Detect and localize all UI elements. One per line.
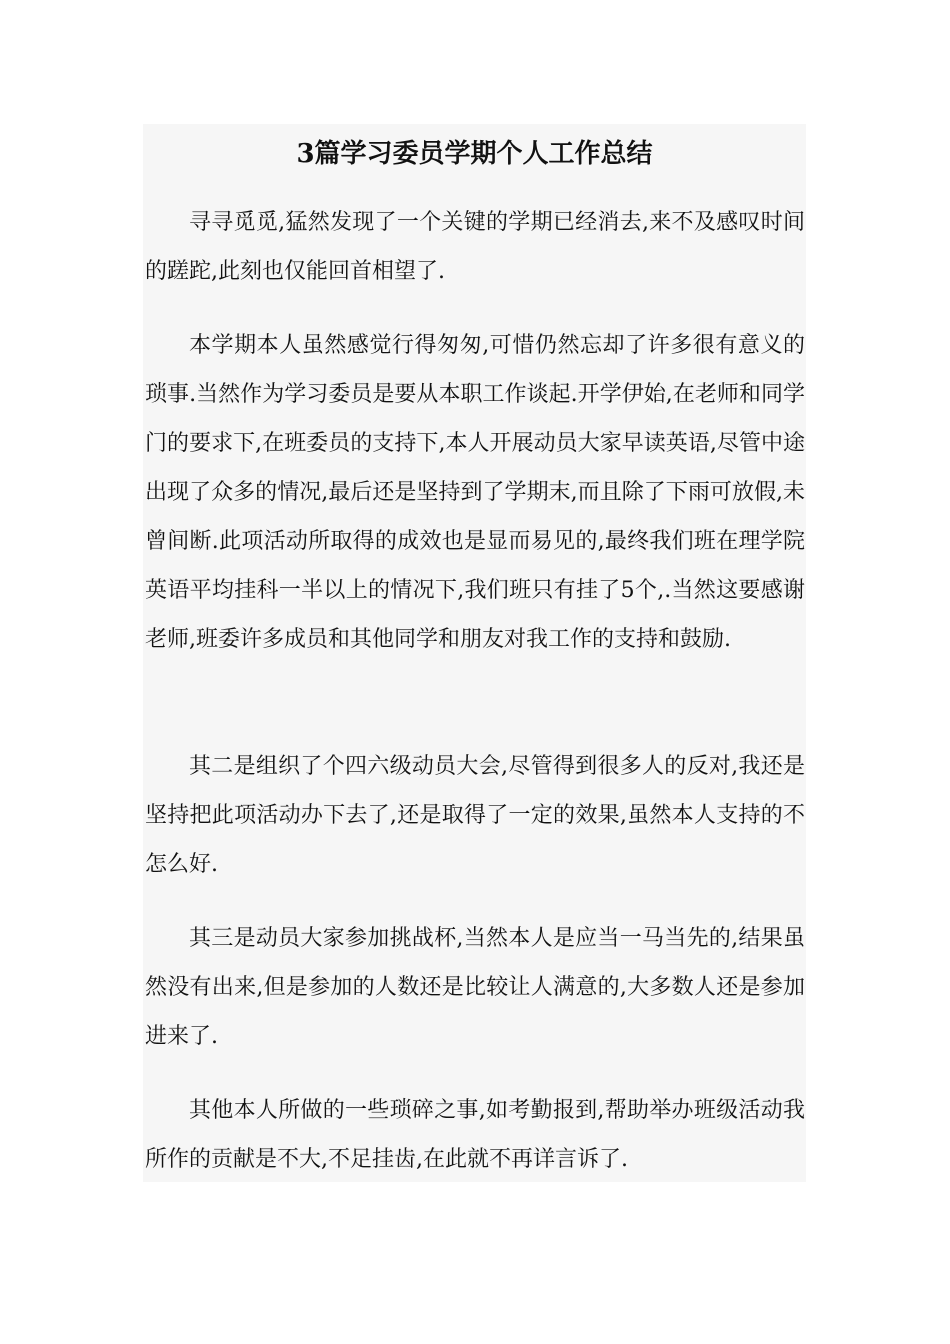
paragraph-challenge-cup: 其三是动员大家参加挑战杯,当然本人是应当一马当先的,结果虽然没有出来,但是参加的人数还是比较让人满意的,大多数人还是参加进来了. <box>145 926 805 1049</box>
document-title: 3篇学习委员学期个人工作总结 <box>296 139 653 169</box>
paragraph-cet-meeting: 其二是组织了个四六级动员大会,尽管得到很多人的反对,我还是坚持把此项活动办下去了,还是取得了一定的效果,虽然本人支持的不怎么好. <box>145 754 805 877</box>
paragraph-other-tasks: 其他本人所做的一些琐碎之事,如考勤报到,帮助举办班级活动我所作的贡献是不大,不足挂齿,在此就不再详言诉了. <box>145 1098 805 1172</box>
paragraph-intro: 寻寻觅觅,猛然发现了一个关键的学期已经消去,来不及感叹时间的蹉跎,此刻也仅能回首相望了. <box>145 210 805 284</box>
paragraph-english-reading: 本学期本人虽然感觉行得匆匆,可惜仍然忘却了许多很有意义的琐事.当然作为学习委员是要从本职工作谈起.开学伊始,在老师和同学门的要求下,在班委员的支持下,本人开展动员大家早读英语,尽管中途出现了众多的情况,最后还是坚持到了学期末,而且除了下雨可放假,未曾间断.此项活动所取得的成效也是显而易见的,最终我们班在理学院英语平均挂科一半以上的情况下,我们班只有挂了5个,.当然这要感谢老师,班委许多成员和其他同学和朋友对我工作的支持和鼓励. <box>145 333 805 652</box>
